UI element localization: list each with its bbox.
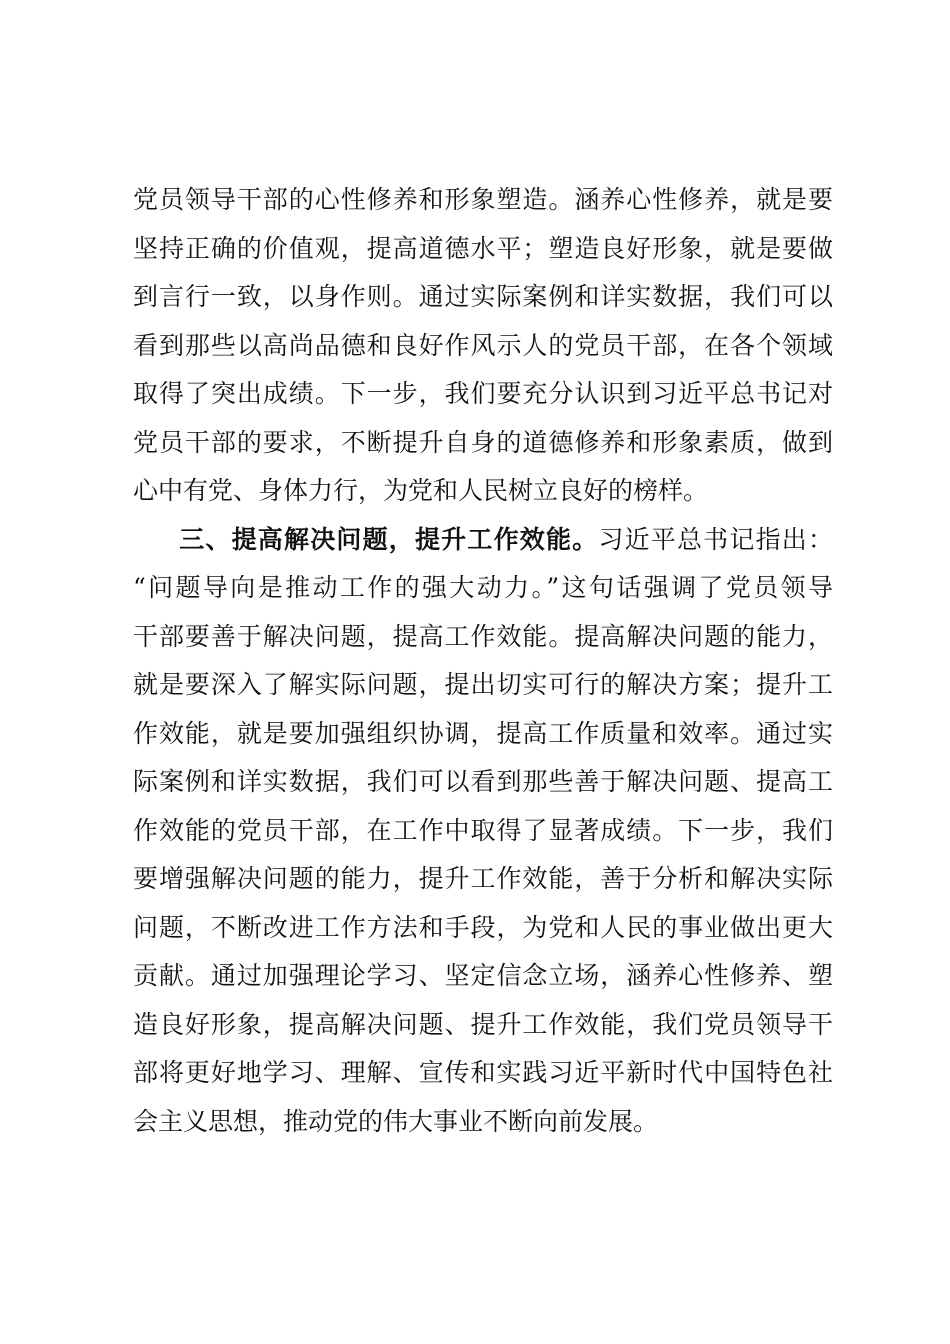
text-line: 党员干部的要求，不断提升自身的道德修养和形象素质，做到 [133,427,833,457]
paragraph-1 [133,176,833,516]
text-line: 会主义思想，推动党的伟大事业不断向前发展。 [133,1106,659,1136]
paragraph-2 [133,516,833,1147]
text-line: 就是要深入了解实际问题，提出切实可行的解决方案；提升工 [133,670,833,699]
text-line: 看到那些以高尚品德和良好作风示人的党员干部，在各个领域 [133,330,833,360]
text-line: 坚持正确的价值观，提高道德水平；塑造良好形象，就是要做 [133,233,833,263]
text-line: 作效能，就是要加强组织协调，提高工作质量和效率。通过实 [133,718,833,748]
text-line: 贡献。通过加强理论学习、坚定信念立场，涵养心性修养、塑 [133,961,833,990]
text-line: 部将更好地学习、理解、宣传和实践习近平新时代中国特色社 [133,1058,833,1087]
text-line: 心中有党、身体力行，为党和人民树立良好的榜样。 [133,476,709,505]
heading-line-rest: 习近平总书记指出： [598,524,833,554]
text-line: 问题，不断改进工作方法和手段，为党和人民的事业做出更大 [133,912,833,942]
text-line: 造良好形象，提高解决问题、提升工作效能，我们党员领导干 [133,1009,833,1039]
text-line: 干部要善于解决问题，提高工作效能。提高解决问题的能力， [133,621,833,651]
text-line: 际案例和详实数据，我们可以看到那些善于解决问题、提高工 [133,767,833,796]
text-line: 党员领导干部的心性修养和形象塑造。涵养心性修养，就是要 [133,185,833,214]
section-heading: 三、提高解决问题，提升工作效能。 [178,524,599,554]
text-line: “问题导向是推动工作的强大动力。”这句话强调了党员领导 [133,573,833,602]
text-line: 到言行一致，以身作则。通过实际案例和详实数据，我们可以 [133,282,833,311]
text-line: 作效能的党员干部，在工作中取得了显著成绩。下一步，我们 [133,815,833,845]
section-heading-line [133,516,833,565]
text-line: 要增强解决问题的能力，提升工作效能，善于分析和解决实际 [133,864,833,893]
text-line: 取得了突出成绩。下一步，我们要充分认识到习近平总书记对 [133,379,833,408]
document-body [133,176,833,1146]
